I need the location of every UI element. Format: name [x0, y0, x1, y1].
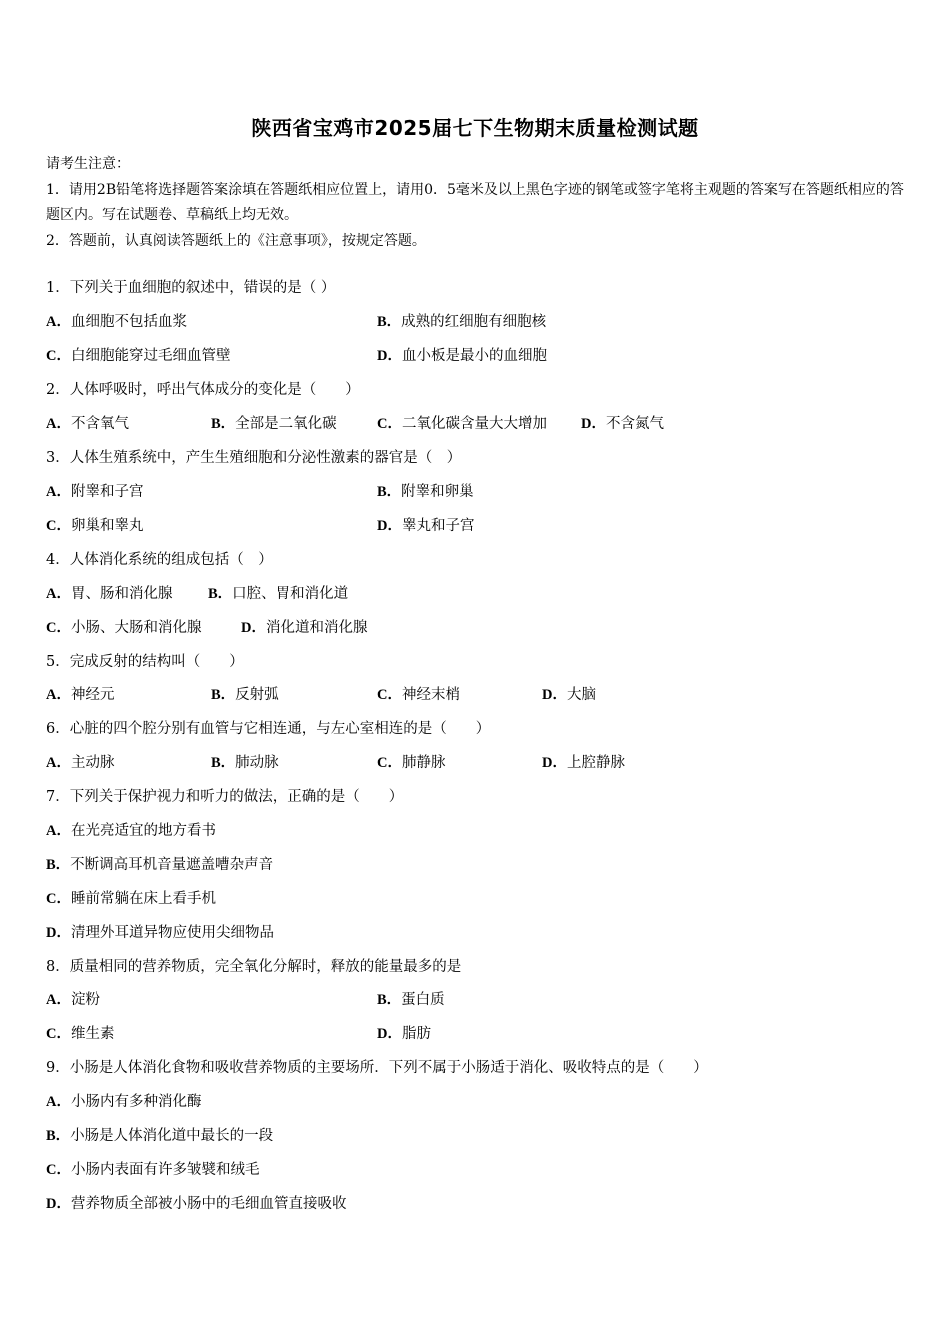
question-8-options-row-1: [46, 988, 906, 1010]
notice-block: [46, 152, 906, 254]
question-9-option-d[interactable]: D．营养物质全部被小肠中的毛细血管直接吸收: [46, 1196, 347, 1212]
question-1-options-row-2: [46, 344, 906, 366]
question-6-option-b[interactable]: B．肺动脉: [211, 755, 279, 771]
notice-line-2: 2．答题前，认真阅读答题纸上的《注意事项》，按规定答题。: [46, 232, 426, 249]
question-9-stem: 9．小肠是人体消化食物和吸收营养物质的主要场所．下列不属于小肠适于消化、吸收特点的是（ ）: [46, 1060, 708, 1076]
question-3-options-row-1: [46, 480, 906, 502]
question-3-option-c[interactable]: C．卵巢和睾丸: [46, 518, 144, 534]
question-2-option-b[interactable]: B．全部是二氧化碳: [211, 416, 337, 432]
question-7-stem: 7．下列关于保护视力和听力的做法，正确的是（ ）: [46, 789, 404, 805]
question-8-option-a[interactable]: A．淀粉: [46, 992, 100, 1008]
question-8-option-b[interactable]: B．蛋白质: [377, 992, 445, 1008]
question-4-stem: 4．人体消化系统的组成包括（ ）: [46, 552, 273, 568]
question-5-option-c[interactable]: C．神经末梢: [377, 687, 460, 703]
question-1-option-d[interactable]: D．血小板是最小的血细胞: [377, 348, 547, 364]
question-2-option-a[interactable]: A．不含氧气: [46, 416, 129, 432]
question-2-option-d[interactable]: D．不含氮气: [581, 416, 664, 432]
question-3-stem: 3．人体生殖系统中，产生生殖细胞和分泌性激素的器官是（ ）: [46, 450, 462, 466]
question-4-options-row-2: [46, 616, 906, 638]
question-7-option-d[interactable]: D．清理外耳道异物应使用尖细物品: [46, 925, 274, 941]
question-8-stem: 8．质量相同的营养物质，完全氧化分解时，释放的能量最多的是: [46, 959, 462, 975]
question-6-option-a[interactable]: A．主动脉: [46, 755, 115, 771]
question-1-option-b[interactable]: B．成熟的红细胞有细胞核: [377, 314, 547, 330]
question-6-option-d[interactable]: D．上腔静脉: [542, 755, 625, 771]
question-6-option-c[interactable]: C．肺静脉: [377, 755, 446, 771]
question-9-option-a[interactable]: A．小肠内有多种消化酶: [46, 1094, 202, 1110]
question-4-option-b[interactable]: B．口腔、胃和消化道: [208, 586, 349, 602]
question-5-stem: 5．完成反射的结构叫（ ）: [46, 654, 244, 670]
question-4-option-d[interactable]: D．消化道和消化腺: [241, 620, 368, 636]
question-5-option-d[interactable]: D．大脑: [542, 687, 596, 703]
question-3-option-b[interactable]: B．附睾和卵巢: [377, 484, 474, 500]
question-8-option-c[interactable]: C．维生素: [46, 1026, 115, 1042]
question-7-option-a[interactable]: A．在光亮适宜的地方看书: [46, 823, 216, 839]
question-7-option-b[interactable]: B．不断调高耳机音量遮盖嘈杂声音: [46, 857, 274, 873]
exam-title: 陕西省宝鸡市2025届七下生物期末质量检测试题: [251, 116, 699, 140]
question-3-option-a[interactable]: A．附睾和子宫: [46, 484, 144, 500]
question-9-option-b[interactable]: B．小肠是人体消化道中最长的一段: [46, 1128, 274, 1144]
question-8-options-row-2: [46, 1022, 906, 1044]
notice-heading: 请考生注意：: [46, 156, 130, 172]
question-4-option-a[interactable]: A．胃、肠和消化腺: [46, 586, 173, 602]
question-8-option-d[interactable]: D．脂肪: [377, 1026, 431, 1042]
question-4-option-c[interactable]: C．小肠、大肠和消化腺: [46, 620, 202, 636]
question-2-options-row: [46, 412, 906, 434]
question-7-option-c[interactable]: C．睡前常躺在床上看手机: [46, 891, 216, 907]
question-6-stem: 6．心脏的四个腔分别有血管与它相连通，与左心室相连的是（ ）: [46, 721, 491, 737]
question-5-options-row: [46, 683, 906, 705]
question-9-option-c[interactable]: C．小肠内表面有许多皱襞和绒毛: [46, 1162, 260, 1178]
question-5-option-b[interactable]: B．反射弧: [211, 687, 279, 703]
question-5-option-a[interactable]: A．神经元: [46, 687, 115, 703]
notice-line-1: 1．请用2B铅笔将选择题答案涂填在答题纸相应位置上，请用0．5毫米及以上黑色字迹的钢笔或签字笔将主观题的答案写在答题纸相应的答题区内。写在试题卷、草稿纸上均无效。: [46, 181, 904, 223]
question-6-options-row: [46, 751, 906, 773]
question-3-option-d[interactable]: D．睾丸和子宫: [377, 518, 475, 534]
question-1-option-a[interactable]: A．血细胞不包括血浆: [46, 314, 187, 330]
question-4-options-row-1: [46, 582, 906, 604]
question-1-options-row-1: [46, 310, 906, 332]
question-1-stem: 1．下列关于血细胞的叙述中，错误的是（ ）: [46, 280, 336, 296]
question-3-options-row-2: [46, 514, 906, 536]
question-2-option-c[interactable]: C．二氧化碳含量大大增加: [377, 416, 547, 432]
question-2-stem: 2．人体呼吸时，呼出气体成分的变化是（ ）: [46, 382, 360, 398]
question-1-option-c[interactable]: C．白细胞能穿过毛细血管壁: [46, 348, 231, 364]
